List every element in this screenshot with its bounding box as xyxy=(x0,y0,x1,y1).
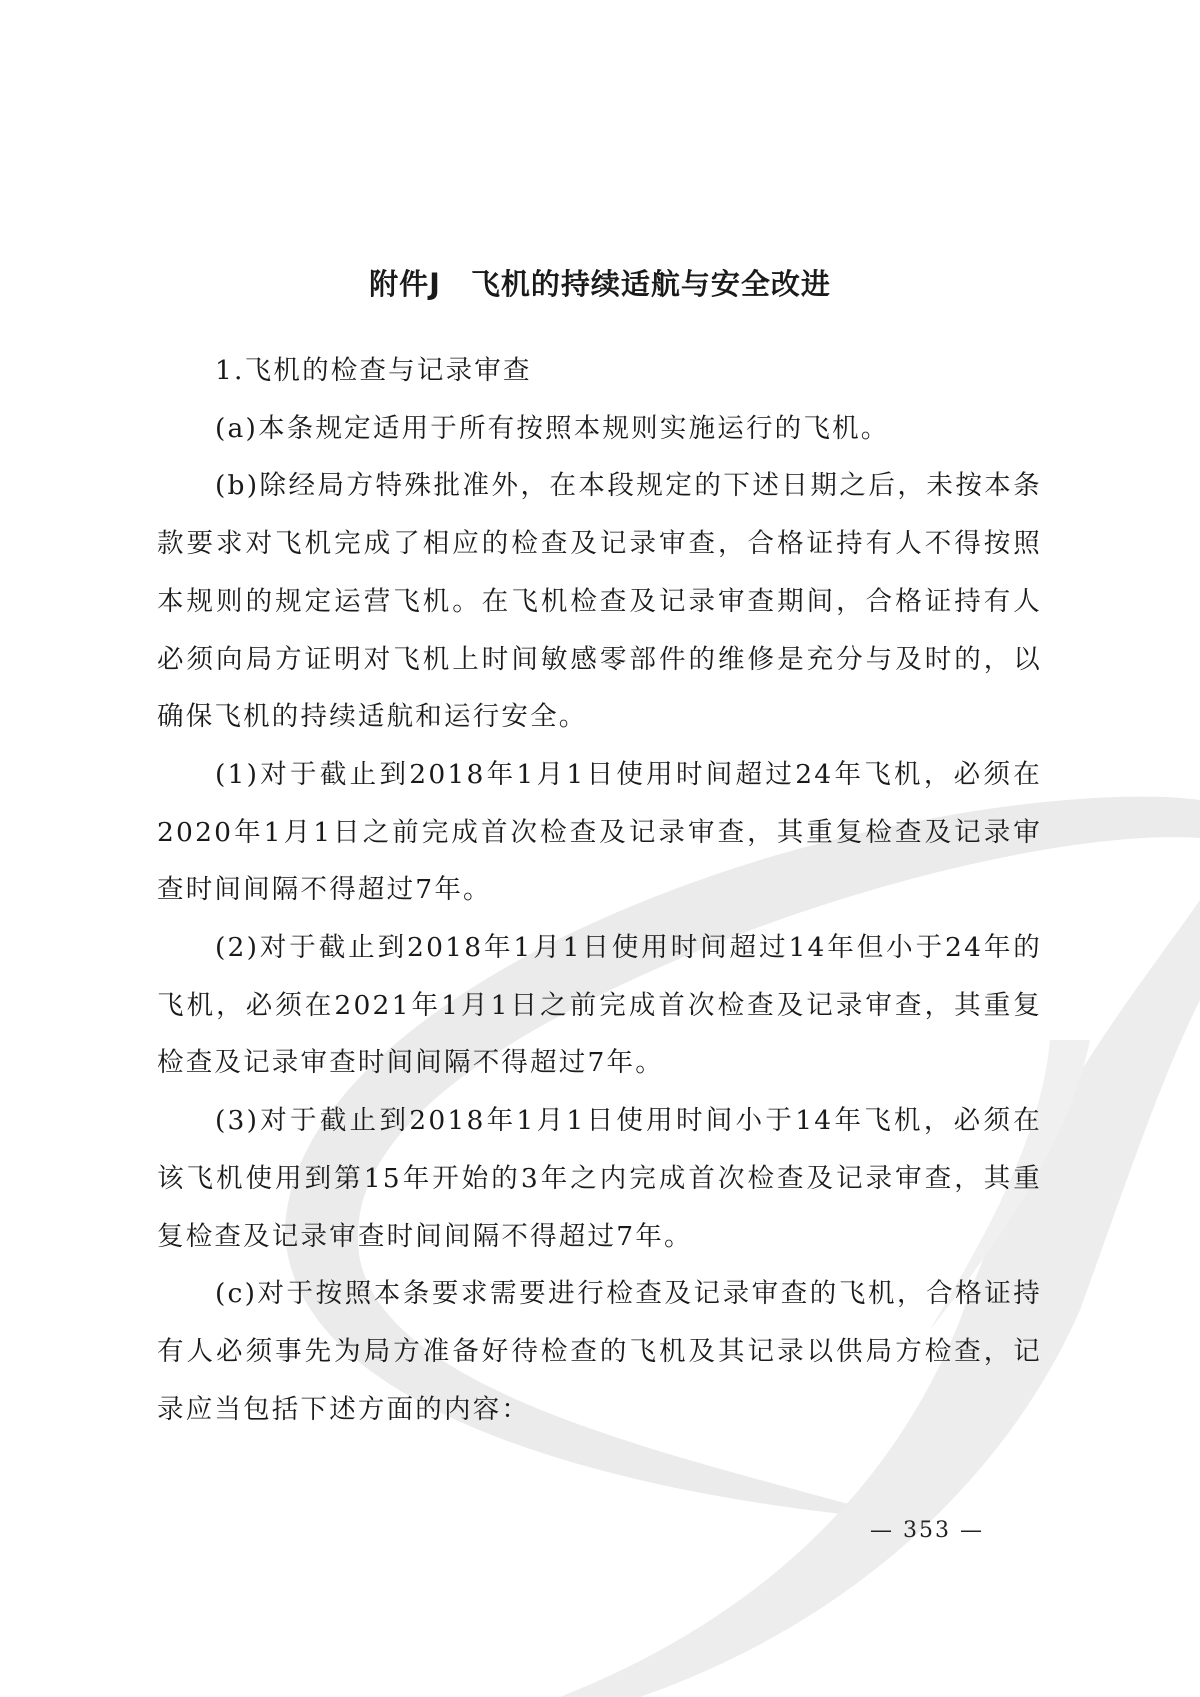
paragraph-b1: (1)对于截止到2018年1月1日使用时间超过24年飞机，必须在2020年1月1日之前完成首次检查及记录审查，其重复检查及记录审查时间间隔不得超过7年。 xyxy=(157,758,1042,906)
paragraph-a: (a)本条规定适用于所有按照本规则实施运行的飞机。 xyxy=(215,412,890,444)
paragraph-b3: (3)对于截止到2018年1月1日使用时间小于14年飞机，必须在该飞机使用到第15年开始的3年之内完成首次检查及记录审查，其重复检查及记录审查时间间隔不得超过7年。 xyxy=(157,1105,1042,1252)
paragraph-c: (c)对于按照本条要求需要进行检查及记录审查的飞机，合格证持有人必须事先为局方准备好待检查的飞机及其记录以供局方检查，记录应当包括下述方面的内容： xyxy=(157,1278,1042,1425)
document-title xyxy=(0,262,1200,303)
title-main: 飞机的持续适航与安全改进 xyxy=(470,267,831,301)
paragraph-b: (b)除经局方特殊批准外，在本段规定的下述日期之后，未按本条款要求对飞机完成了相应的检查及记录审查，合格证持有人不得按照本规则的规定运营飞机。在飞机检查及记录审查期间，合格证持有人必须向局方证明对飞机上时间敏感零部件的维修是充分与及时的，以确保飞机的持续适航和运行安全。 xyxy=(157,470,1042,733)
section-heading: 1.飞机的检查与记录审查 xyxy=(215,355,532,386)
page-number: — 353 — xyxy=(870,1518,984,1543)
paragraph-b2: (2)对于截止到2018年1月1日使用时间超过14年但小于24年的飞机，必须在2021年1月1日之前完成首次检查及记录审查，其重复检查及记录审查时间间隔不得超过7年。 xyxy=(157,932,1042,1079)
document-body xyxy=(157,342,1042,1438)
title-prefix: 附件J xyxy=(369,267,441,301)
